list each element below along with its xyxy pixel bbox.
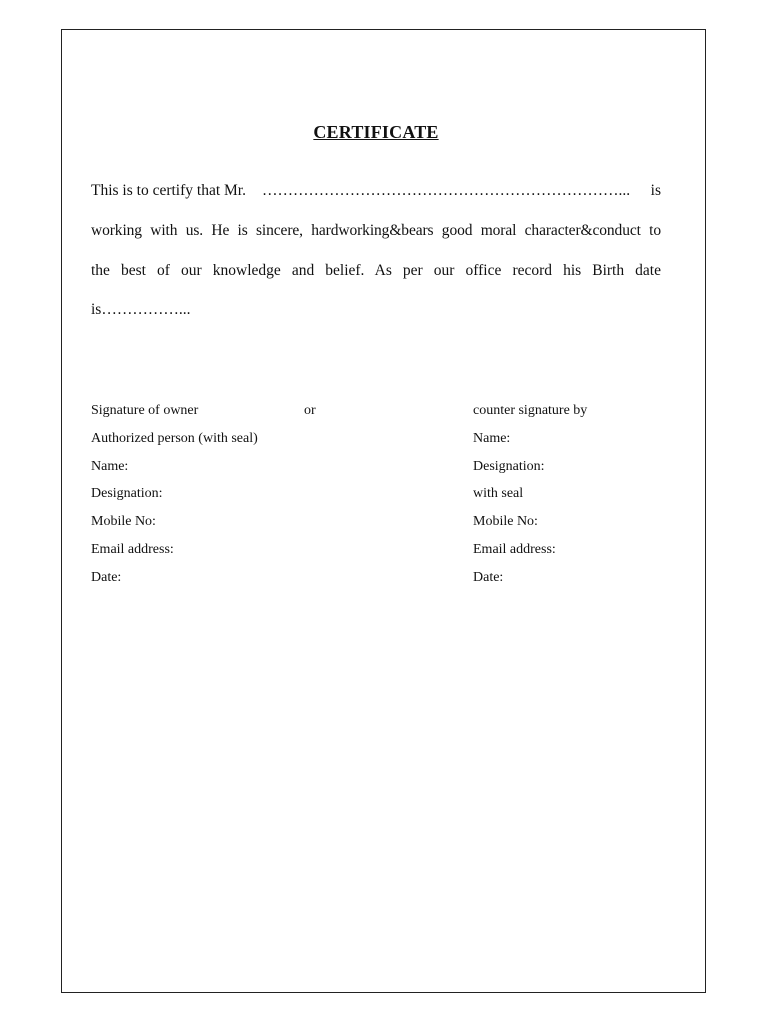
counter-signature-block bbox=[473, 397, 587, 592]
signature-line: Date: bbox=[91, 569, 122, 585]
signature-line: counter signature by bbox=[473, 403, 588, 418]
certify-text: This is to certify that Mr. bbox=[91, 182, 246, 199]
signature-line: Designation: bbox=[91, 486, 163, 502]
signature-line: Name: bbox=[91, 458, 129, 474]
certificate-title: CERTIFICATE bbox=[313, 122, 439, 142]
signature-line: with seal bbox=[473, 486, 524, 502]
certificate-line-3: the best of our knowledge and belief. As per our office record his Birth date bbox=[91, 262, 661, 279]
signature-line: Designation: bbox=[473, 458, 545, 474]
signature-line: Signature of owner bbox=[91, 403, 199, 418]
signature-line: Email address: bbox=[91, 541, 174, 557]
signature-line: Authorized person (with seal) bbox=[91, 430, 258, 446]
signature-line: Email address: bbox=[473, 541, 556, 557]
signature-line: Mobile No: bbox=[473, 514, 538, 530]
certificate-line-2: working with us. He is sincere, hardworking&bears good moral character&conduct to bbox=[91, 222, 661, 239]
signature-line: Mobile No: bbox=[91, 514, 156, 530]
certify-text-end: is bbox=[650, 182, 661, 199]
certificate-line-4: is……………... bbox=[91, 301, 191, 318]
owner-signature-block bbox=[91, 397, 258, 592]
signature-line: Name: bbox=[473, 430, 511, 446]
signature-line: Date: bbox=[473, 569, 504, 585]
certificate-line-1 bbox=[91, 181, 661, 201]
signature-separator: or bbox=[304, 403, 316, 418]
name-blank: ……………………………………………………………... bbox=[261, 182, 631, 199]
